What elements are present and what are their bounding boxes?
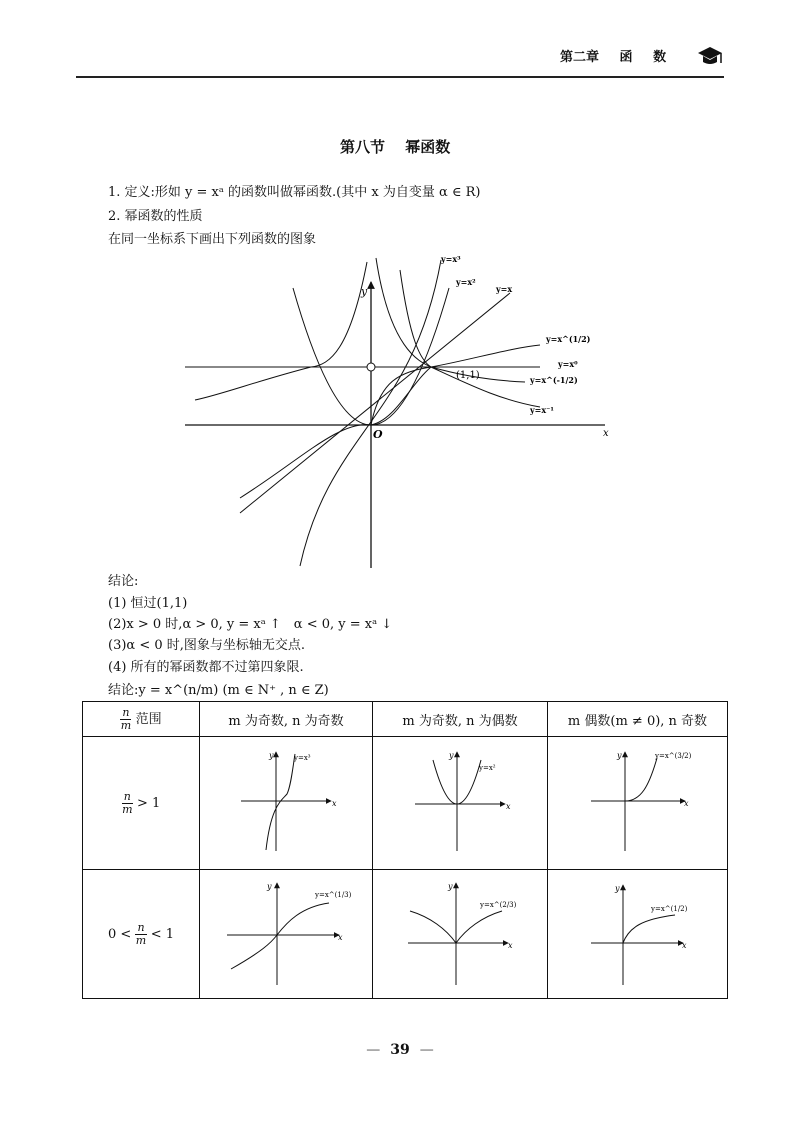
svg-text:y: y	[269, 751, 274, 760]
svg-text:x: x	[338, 933, 343, 942]
svg-text:y=x^(1/3): y=x^(1/3)	[315, 891, 351, 899]
graph-cell-x3-2	[548, 737, 728, 870]
conclusion-1: (1) 恒过(1,1)	[108, 596, 188, 611]
svg-text:y: y	[267, 882, 272, 891]
graph-cell-x3	[200, 737, 373, 870]
svg-text:y=x^(3/2): y=x^(3/2)	[654, 752, 691, 760]
graph-x1-over-3	[221, 877, 351, 987]
graph-cell-x1-2	[548, 870, 728, 999]
header-rule	[76, 76, 724, 78]
power-function-table	[82, 701, 728, 999]
page-number: — 39 —	[366, 1042, 434, 1058]
properties-heading: 2. 幂函数的性质	[108, 209, 203, 224]
table-row	[83, 737, 728, 870]
power-function-graph	[180, 250, 620, 570]
svg-text:y: y	[614, 884, 620, 893]
curve-label-x: y=x	[496, 284, 513, 294]
conclusion-heading: 结论:	[108, 574, 139, 589]
chapter-title-part1: 函	[619, 50, 633, 65]
svg-text:y=x²: y=x²	[479, 764, 496, 772]
graph-cell-x1-3	[200, 870, 373, 999]
graph-cell-x2	[373, 737, 548, 870]
graduation-cap-icon	[697, 45, 723, 67]
origin-label: O	[373, 428, 383, 441]
curve-label-x-minus1: y=x⁻¹	[530, 405, 554, 415]
curve-even-negative-left	[195, 262, 367, 400]
conclusion-5: 结论:y = x^(n/m) (m ∈ N⁺ , n ∈ Z)	[108, 683, 329, 698]
hole-at-zero	[367, 363, 375, 371]
svg-text:x: x	[681, 941, 687, 950]
graph-x3-over-2	[583, 746, 693, 856]
definition-line: 1. 定义:形如 y = xᵃ 的函数叫做幂函数.(其中 x 为自变量 α ∈ R)	[108, 185, 481, 200]
conclusion-2: (2)x > 0 时,α > 0, y = xᵃ ↑ α < 0, y = xᵃ ↓	[108, 617, 393, 632]
graph-x2	[405, 746, 515, 856]
range-between-zero-and-one: 0 < $\frac{n}{m}$ < 1	[83, 870, 200, 999]
graph-x2-over-3	[400, 877, 520, 987]
svg-text:y=x³: y=x³	[294, 754, 311, 762]
fraction-n-over-m: $\frac{n}{m}$	[120, 705, 132, 732]
svg-text:x: x	[506, 802, 511, 811]
svg-text:y: y	[616, 751, 622, 760]
graph-x3	[231, 746, 341, 856]
instruction-line: 在同一坐标系下画出下列函数的图象	[108, 232, 317, 247]
header-range: $\frac{n}{m}$ 范围	[83, 702, 200, 737]
svg-text:x: x	[683, 799, 689, 808]
svg-text:y: y	[448, 882, 453, 891]
chapter-label: 第二章	[560, 50, 600, 65]
curve-label-x2: y=x²	[456, 277, 476, 287]
curve-label-x-half: y=x^(1/2)	[546, 334, 591, 344]
range-greater-than-one: $\frac{n}{m}$ > 1	[83, 737, 200, 870]
svg-text:y: y	[449, 751, 454, 760]
svg-text:y=x^(1/2): y=x^(1/2)	[650, 905, 687, 913]
x-axis-label: x	[603, 428, 609, 439]
conclusion-3: (3)α < 0 时,图象与坐标轴无交点.	[108, 638, 306, 653]
svg-text:y=x^(2/3): y=x^(2/3)	[480, 901, 517, 909]
header-col1: m 为奇数, n 为奇数	[200, 702, 373, 737]
chapter-title-part2: 数	[653, 50, 667, 65]
running-header	[560, 46, 682, 65]
curve-label-x3: y=x³	[441, 254, 461, 264]
svg-text:x: x	[332, 799, 337, 808]
table-row	[83, 870, 728, 999]
table-header-row	[83, 702, 728, 737]
graph-x1-over-2	[583, 877, 693, 987]
curve-label-x0: y=x⁰	[558, 359, 578, 369]
conclusion-4: (4) 所有的幂函数都不过第四象限.	[108, 660, 304, 675]
curve-x-third	[240, 367, 431, 498]
header-col3: m 偶数(m ≠ 0), n 奇数	[548, 702, 728, 737]
point-label: (1,1)	[456, 370, 480, 381]
y-axis-label: y	[361, 285, 368, 298]
curve-x1	[240, 293, 510, 513]
graph-cell-x2-3	[373, 870, 548, 999]
header-col2: m 为奇数, n 为偶数	[373, 702, 548, 737]
section-title: 第八节 幂函数	[340, 138, 451, 156]
curve-label-x-minus-half: y=x^(-1/2)	[530, 375, 578, 385]
svg-text:x: x	[508, 941, 513, 950]
